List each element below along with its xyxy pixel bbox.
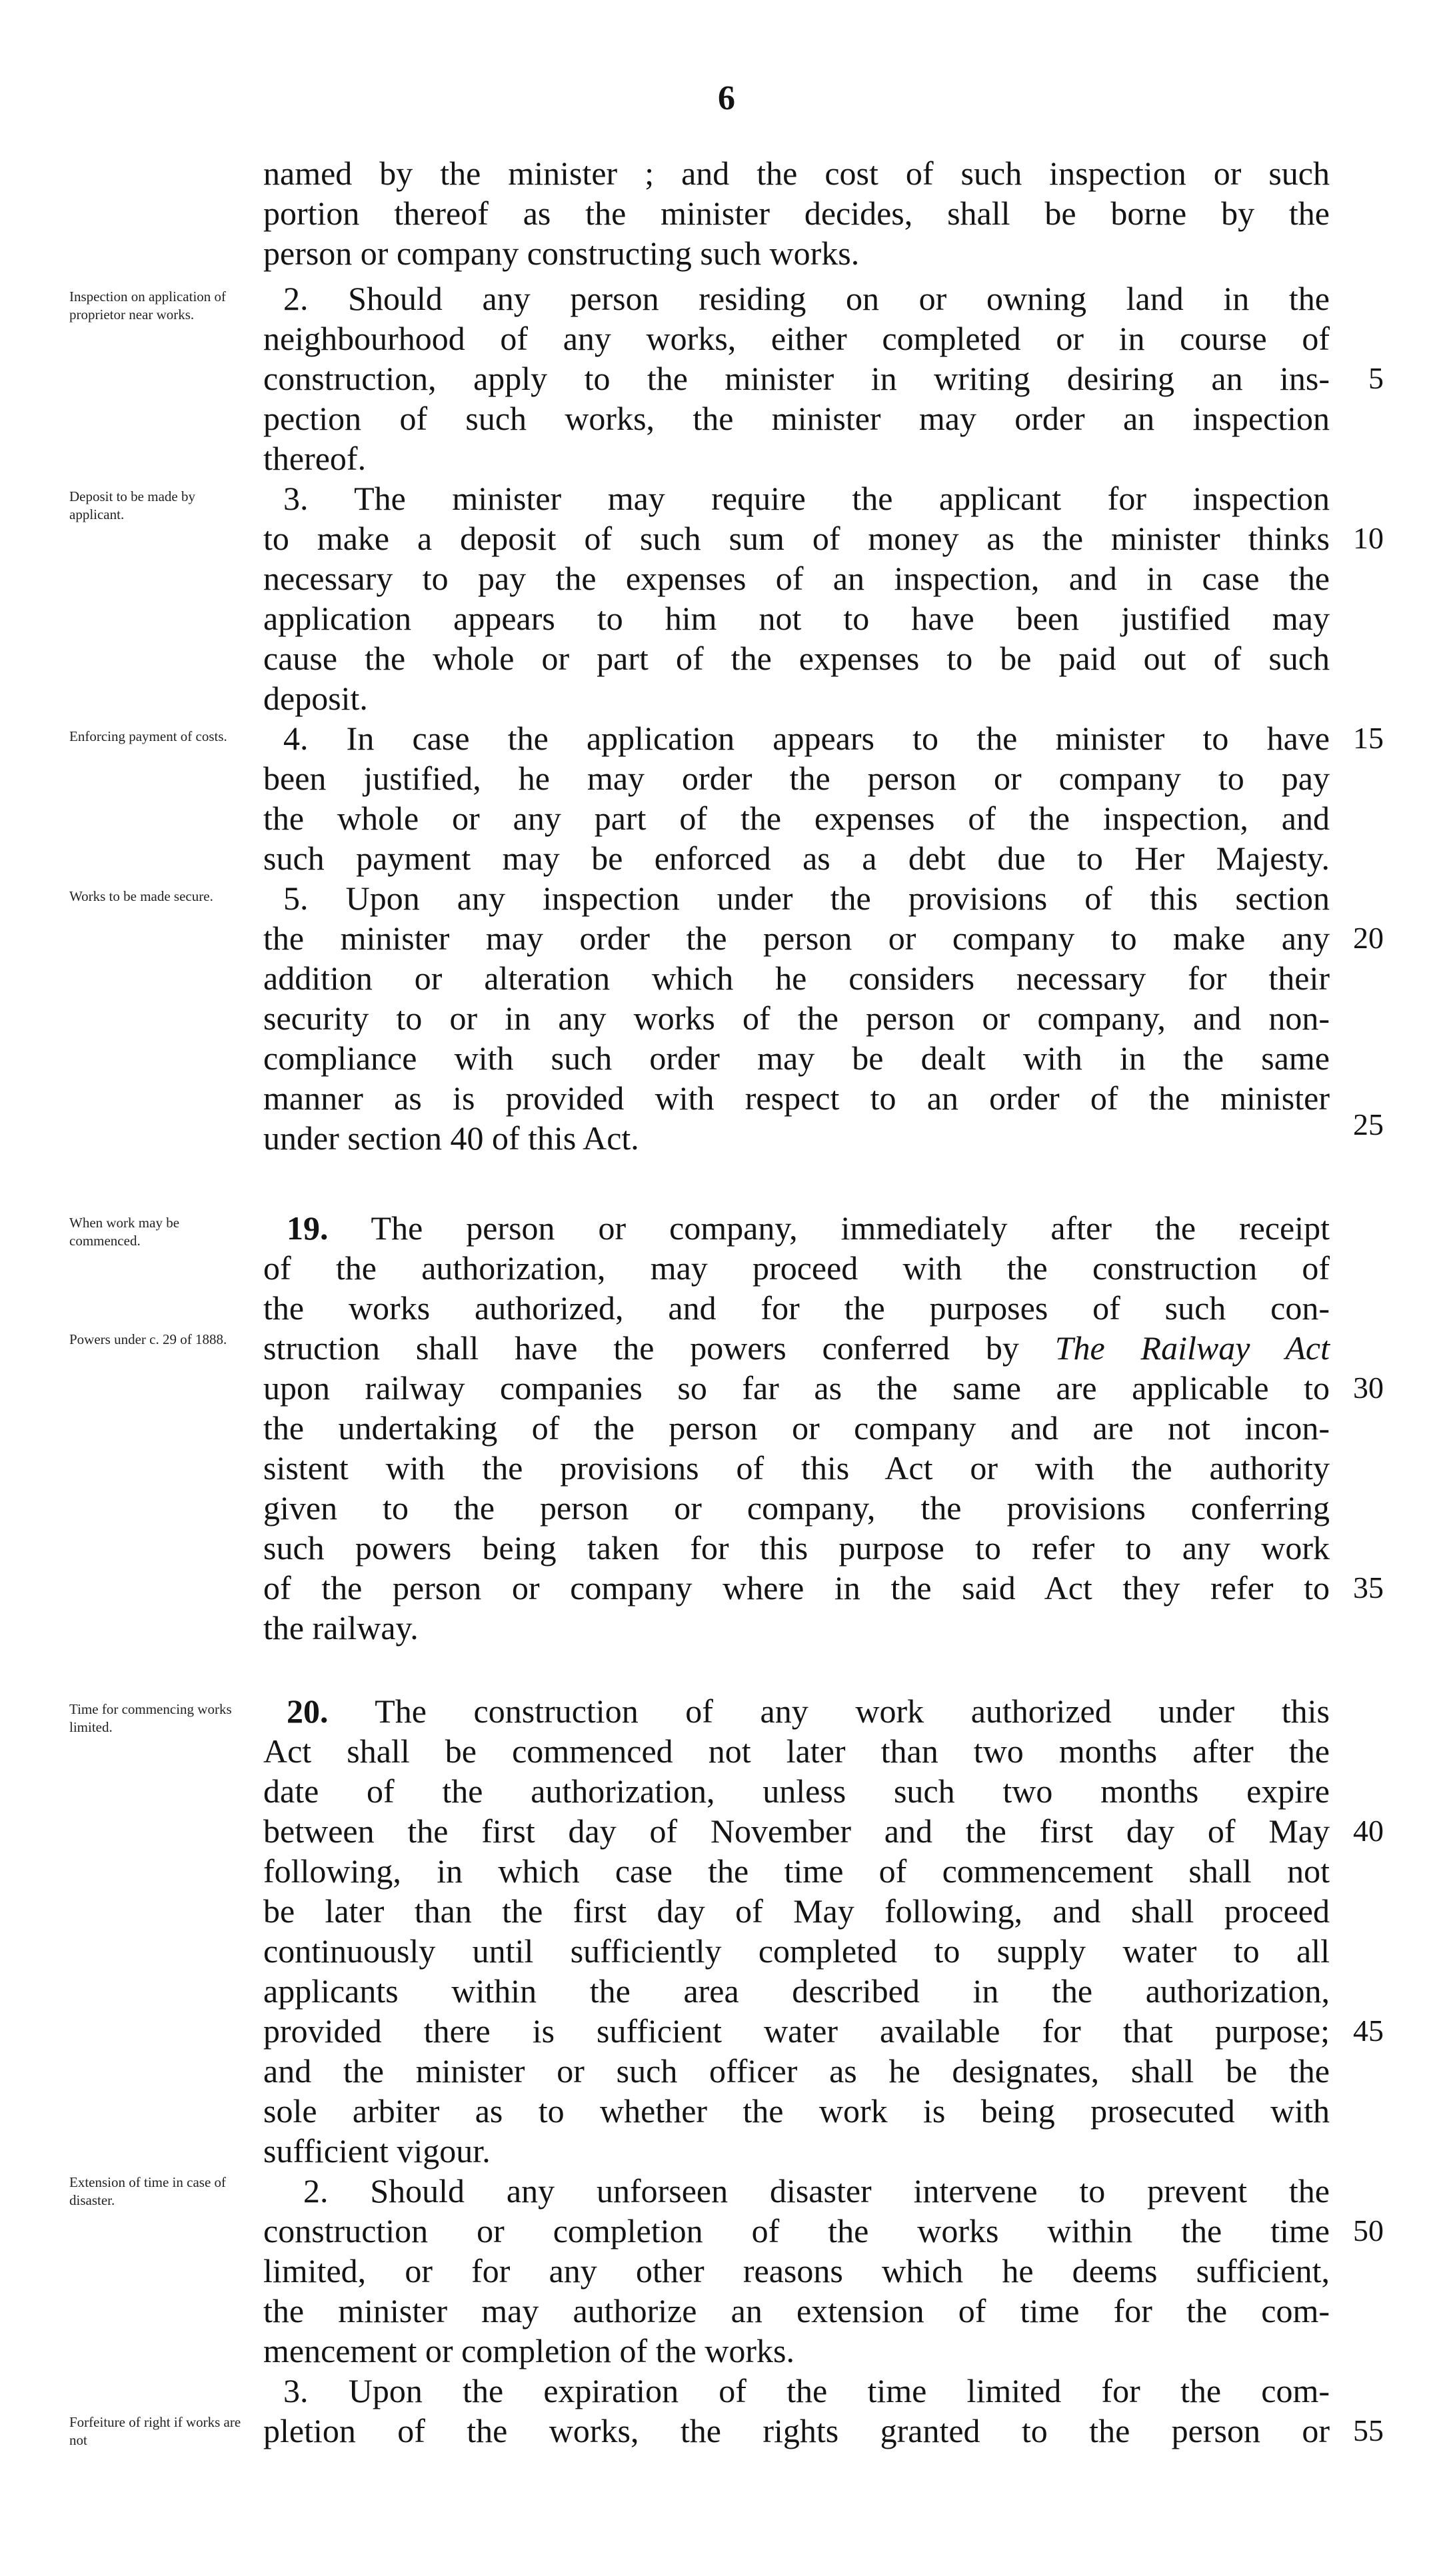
text-line: neighbourhood of any works, either completed or in course of	[263, 320, 1330, 357]
text-line: sistent with the provisions of this Act or with the authority	[263, 1449, 1330, 1487]
text-line: been justified, he may order the person or company to pay	[263, 760, 1330, 797]
line-number: 25	[1353, 1107, 1384, 1141]
text-line: applicants within the area described in the authorization,	[263, 1972, 1330, 2010]
margin-note: Deposit to be made by applicant.	[69, 488, 195, 522]
text-line: the minister may authorize an extension of time for the com-	[263, 2292, 1330, 2329]
line-number: 40	[1353, 1814, 1384, 1848]
text-line: pletion of the works, the rights granted to the person or	[263, 2412, 1330, 2449]
text-line: The person or company, immediately after the receipt	[371, 1209, 1330, 1247]
text-line: 3. Upon the expiration of the time limited for the com-	[283, 2372, 1330, 2409]
text-line: and the minister or such officer as he designates, shall be the	[263, 2052, 1330, 2090]
text-line: between the first day of November and the first day of May	[263, 1812, 1330, 1850]
text-line: thereof.	[263, 440, 367, 477]
text-line: portion thereof as the minister decides, shall be borne by the	[263, 195, 1330, 232]
text-line: sufficient vigour.	[263, 2132, 491, 2170]
text-line: the minister may order the person or company to make any	[263, 920, 1330, 957]
text-line: cause the whole or part of the expenses to be paid out of such	[263, 640, 1330, 677]
section-19-act-line	[263, 1328, 1330, 1368]
section-19-first-line	[263, 1208, 1330, 1248]
line-number: 5	[1368, 361, 1384, 395]
text-line: date of the authorization, unless such two months expire	[263, 1772, 1330, 1810]
margin-note: Forfeiture of right if works are not	[69, 2414, 241, 2448]
text-line: the undertaking of the person or company and are not incon-	[263, 1409, 1330, 1447]
text-line: construction, apply to the minister in writing desiring an ins-	[263, 360, 1330, 397]
text-line: addition or alteration which he considers necessary for their	[263, 960, 1330, 997]
text-line: manner as is provided with respect to an order of the minister	[263, 1079, 1330, 1117]
text-line: deposit.	[263, 680, 368, 717]
line-number: 30	[1353, 1371, 1384, 1405]
text-line: of the authorization, may proceed with the construction of	[263, 1249, 1330, 1287]
text-line: compliance with such order may be dealt with in the same	[263, 1039, 1330, 1077]
margin-note: Works to be made secure.	[69, 888, 213, 904]
text-line: upon railway companies so far as the same are applicable to	[263, 1369, 1330, 1407]
text-line: named by the minister ; and the cost of such inspection or such	[263, 155, 1330, 192]
text-line: struction shall have the powers conferred by	[263, 1329, 1019, 1367]
text-line: 2. Should any unforseen disaster intervene to prevent the	[303, 2172, 1330, 2210]
text-line: the whole or any part of the expenses of the inspection, and	[263, 800, 1330, 837]
line-number: 15	[1353, 721, 1384, 755]
text-line: continuously until sufficiently completed to supply water to all	[263, 1932, 1330, 1970]
text-line: sole arbiter as to whether the work is being prosecuted with	[263, 2092, 1330, 2130]
margin-note: Powers under c. 29 of 1888.	[69, 1331, 227, 1347]
section-number: 20.	[287, 1692, 329, 1730]
text-line: of the person or company where in the said Act they refer to	[263, 1569, 1330, 1607]
text-line: the works authorized, and for the purposes of such con-	[263, 1289, 1330, 1327]
text-line: necessary to pay the expenses of an inspection, and in case the	[263, 560, 1330, 597]
line-number: 35	[1353, 1571, 1384, 1605]
text-line: pection of such works, the minister may order an inspection	[263, 400, 1330, 437]
text-line: following, in which case the time of commencement shall not	[263, 1852, 1330, 1890]
text-line: provided there is sufficient water available for that purpose;	[263, 2012, 1330, 2050]
page-number: 6	[718, 79, 735, 117]
text-line: to make a deposit of such sum of money as the minister thinks	[263, 520, 1330, 557]
line-number: 50	[1353, 2214, 1384, 2248]
text-line: The construction of any work authorized under this	[375, 1692, 1330, 1730]
line-number: 20	[1353, 921, 1384, 955]
text-line: under section 40 of this Act.	[263, 1119, 639, 1157]
text-line: Act shall be commenced not later than two months after the	[263, 1732, 1330, 1770]
line-number: 45	[1353, 2014, 1384, 2048]
margin-note: When work may be commenced.	[69, 1215, 180, 1249]
text-line: such payment may be enforced as a debt due to Her Majesty.	[263, 840, 1330, 877]
line-number: 55	[1353, 2413, 1384, 2447]
section-number: 19.	[287, 1209, 329, 1247]
line-number: 10	[1353, 521, 1384, 555]
text-line: 2. Should any person residing on or owning land in the	[283, 280, 1330, 317]
text-line: security to or in any works of the person or company, and non-	[263, 999, 1330, 1037]
section-20-first-line	[263, 1691, 1330, 1731]
margin-note: Inspection on application of proprietor near works.	[69, 289, 227, 322]
text-line: be later than the first day of May following, and shall proceed	[263, 1892, 1330, 1930]
text-line: such powers being taken for this purpose to refer to any work	[263, 1529, 1330, 1567]
act-title: The Railway Act	[1054, 1329, 1330, 1367]
text-line: application appears to him not to have been justified may	[263, 600, 1330, 637]
text-line: 3. The minister may require the applicant for inspection	[283, 480, 1330, 517]
text-line: construction or completion of the works within the time	[263, 2212, 1330, 2250]
text-line: limited, or for any other reasons which he deems sufficient,	[263, 2252, 1330, 2289]
margin-note: Enforcing payment of costs.	[69, 728, 227, 744]
text-line: 4. In case the application appears to the minister to have	[283, 720, 1330, 757]
text-line: 5. Upon any inspection under the provisions of this section	[283, 880, 1330, 917]
text-line: given to the person or company, the provisions conferring	[263, 1489, 1330, 1527]
margin-note: Time for commencing works limited.	[69, 1701, 232, 1735]
text-line: the railway.	[263, 1609, 419, 1646]
text-line: person or company constructing such works.	[263, 235, 860, 272]
margin-note: Extension of time in case of disaster.	[69, 2174, 227, 2208]
text-line: mencement or completion of the works.	[263, 2332, 794, 2369]
